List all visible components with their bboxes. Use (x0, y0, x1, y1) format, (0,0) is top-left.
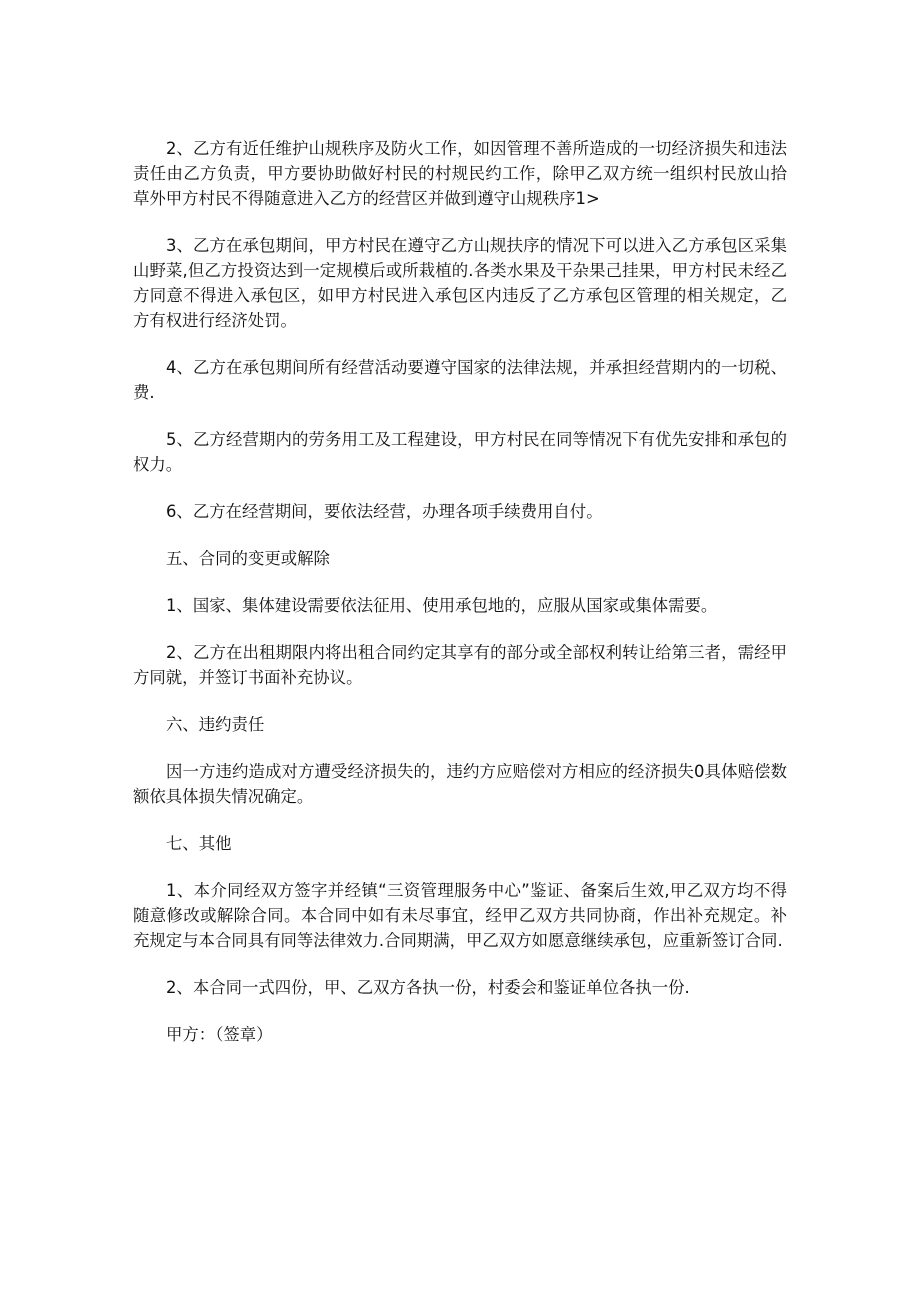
section-heading: 五、合同的变更或解除 (166, 549, 330, 568)
clause-paragraph: 2、本合同一式四份，甲、乙双方各执一份，村委会和鉴证单位各执一份. (166, 978, 690, 997)
clause-paragraph: 1、本介同经双方签字并经镇“三资管理服务中心”鉴证、备案后生效,甲乙双方均不得随意修改或解除合同。本合同中如有未尽事宜，经甲乙双方共同协商，作出补充规定。补充规定与本合同具有同等法律效力.合同期满，甲乙双方如愿意继续承包，应重新签订合同. (133, 881, 787, 950)
clause-paragraph: 6、乙方在经营期间，要依法经营，办理各项手续费用自付。 (166, 502, 603, 521)
section-heading: 七、其他 (166, 834, 232, 853)
section-heading: 六、违约责任 (166, 715, 265, 734)
clause-paragraph: 1、国家、集体建设需要依法征用、使用承包地的，应服从国家或集体需要。 (166, 596, 718, 615)
document-body (133, 136, 787, 1069)
clause-paragraph: 4、乙方在承包期间所有经营活动要遵守国家的法律法规，并承担经营期内的一切税、费. (133, 358, 787, 402)
clause-paragraph: 2、乙方在出租期限内将出租合同约定其享有的部分或全部权利转让给第三者，需经甲方同就，并签订书面补充协议。 (133, 643, 787, 687)
signature-line-party-a: 甲方：（签章） (166, 1025, 273, 1044)
clause-paragraph: 5、乙方经营期内的劳务用工及工程建设，甲方村民在同等情况下有优先安排和承包的权力。 (133, 430, 787, 474)
clause-paragraph: 因一方违约造成对方遭受经济损失的，违约方应赔偿对方相应的经济损失0具体赔偿数额依具体损失情况确定。 (133, 762, 787, 806)
clause-paragraph: 2、乙方有近任维护山规秩序及防火工作，如因管理不善所造成的一切经济损失和违法责任由乙方负责，甲方要协助做好村民的村规民约工作，除甲乙双方统一组织村民放山拾草外甲方村民不得随意进入乙方的经营区并做到遵守山规秩序1> (133, 139, 787, 208)
clause-paragraph: 3、乙方在承包期间，甲方村民在遵守乙方山规扶序的情况下可以进入乙方承包区采集山野菜,但乙方投资达到一定规模后或所栽植的.各类水果及干杂果己挂果，甲方村民未经乙方同意不得进入承包区，如甲方村民进入承包区内违反了乙方承包区管理的相关规定，乙方有权进行经济处罚。 (133, 236, 787, 330)
